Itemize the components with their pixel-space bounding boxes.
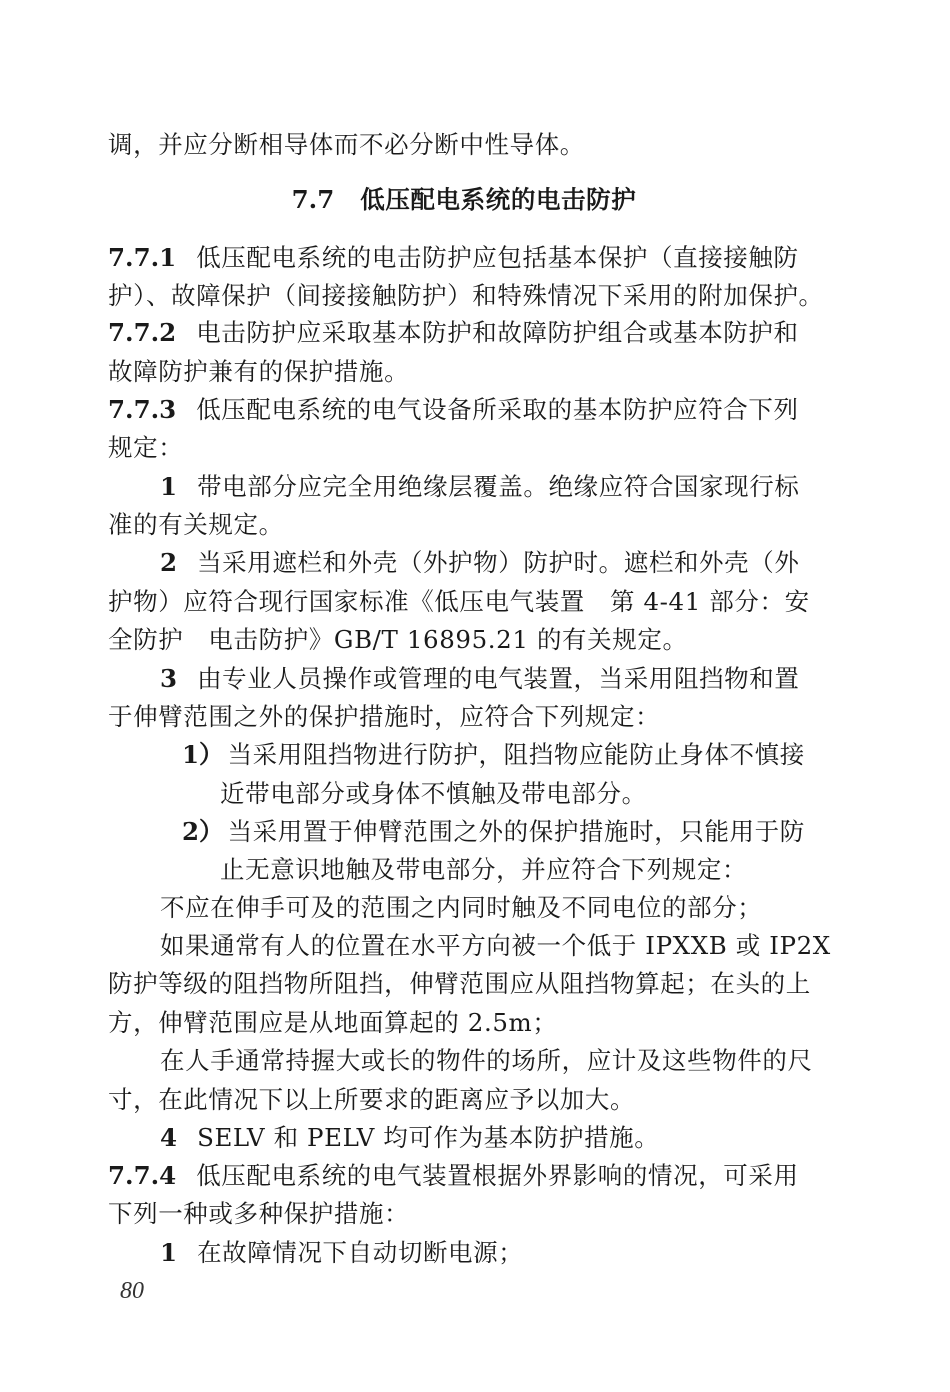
list-item: 4 SELV 和 PELV 均可作为基本防护措施。 <box>160 1123 660 1152</box>
text-line: 故障防护兼有的保护措施。 <box>108 357 410 386</box>
text-line: 寸，在此情况下以上所要求的距离应予以加大。 <box>108 1085 636 1114</box>
text-line: 规定： <box>108 433 184 462</box>
item-number: 3 <box>160 664 178 693</box>
text-line: 近带电部分或身体不慎触及带电部分。 <box>220 779 647 808</box>
text-line: 防护等级的阻挡物所阻挡，伸臂范围应从阻挡物算起；在头的上 <box>108 969 811 998</box>
list-item: 1 在故障情况下自动切断电源； <box>160 1238 524 1267</box>
text-line: 准的有关规定。 <box>108 510 284 539</box>
text-line: 调，并应分断相导体而不必分断中性导体。 <box>108 130 585 159</box>
page-number: 80 <box>120 1278 144 1304</box>
text-line: 在人手通常持握大或长的物件的场所，应计及这些物件的尺 <box>160 1046 813 1075</box>
sub-list-item: 1） 当采用阻挡物进行防护，阻挡物应能防止身体不慎接 <box>182 740 805 769</box>
clause-line: 7.7.1 低压配电系统的电击防护应包括基本保护（直接接触防 <box>108 243 799 272</box>
clause-line: 7.7.2 电击防护应采取基本防护和故障防护组合或基本防护和 <box>108 318 799 347</box>
text-line: 如果通常有人的位置在水平方向被一个低于 IPXXB 或 IP2X <box>160 931 831 960</box>
list-item: 3 由专业人员操作或管理的电气装置，当采用阻挡物和置 <box>160 664 800 693</box>
text-line: 止无意识地触及带电部分，并应符合下列规定： <box>220 855 748 884</box>
text-line: 于伸臂范围之外的保护措施时，应符合下列规定： <box>108 702 661 731</box>
sub-item-number: 2） <box>182 817 224 846</box>
clause-number: 7.7.2 <box>108 318 177 347</box>
clause-number: 7.7.4 <box>108 1161 177 1190</box>
section-title: 7.7 低压配电系统的电击防护 <box>291 185 637 214</box>
text-line: 不应在伸手可及的范围之内同时触及不同电位的部分； <box>160 893 763 922</box>
text-line: 护）、故障保护（间接接触防护）和特殊情况下采用的附加保护。 <box>108 281 824 310</box>
text-line: 全防护 电击防护》GB/T 16895.21 的有关规定。 <box>108 625 688 654</box>
sub-item-number: 1） <box>182 740 224 769</box>
section-number: 7.7 <box>291 185 335 214</box>
text-line: 护物）应符合现行国家标准《低压电气装置 第 4-41 部分：安 <box>108 587 810 616</box>
clause-number: 7.7.3 <box>108 395 177 424</box>
clause-number: 7.7.1 <box>108 243 177 272</box>
item-number: 1 <box>160 472 178 501</box>
item-number: 2 <box>160 548 178 577</box>
item-number: 4 <box>160 1123 178 1152</box>
list-item: 2 当采用遮栏和外壳（外护物）防护时。遮栏和外壳（外 <box>160 548 800 577</box>
clause-line: 7.7.4 低压配电系统的电气装置根据外界影响的情况，可采用 <box>108 1161 799 1190</box>
sub-list-item: 2） 当采用置于伸臂范围之外的保护措施时，只能用于防 <box>182 817 805 846</box>
item-number: 1 <box>160 1238 178 1267</box>
text-line: 下列一种或多种保护措施： <box>108 1199 410 1228</box>
text-line: 方，伸臂范围应是从地面算起的 2.5m； <box>108 1008 558 1037</box>
clause-line: 7.7.3 低压配电系统的电气设备所采取的基本防护应符合下列 <box>108 395 799 424</box>
list-item: 1 带电部分应完全用绝缘层覆盖。绝缘应符合国家现行标 <box>160 472 800 501</box>
